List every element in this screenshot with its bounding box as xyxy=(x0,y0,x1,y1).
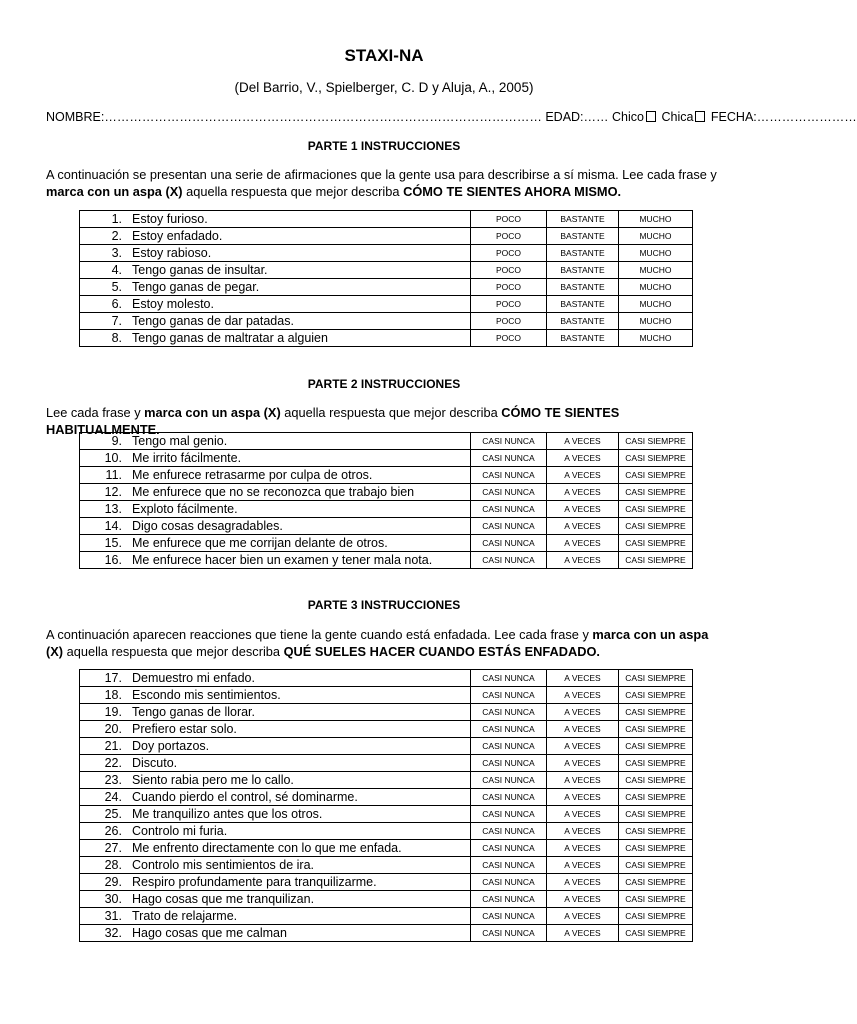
question-number: 26. xyxy=(104,823,122,838)
answer-option-casi-siempre[interactable]: CASI SIEMPRE xyxy=(619,891,693,908)
question-row xyxy=(80,518,693,535)
question-row xyxy=(80,262,693,279)
part2-table xyxy=(79,432,693,569)
answer-option-casi-nunca[interactable]: CASI NUNCA xyxy=(471,552,547,569)
answer-option-casi-siempre[interactable]: CASI SIEMPRE xyxy=(619,704,693,721)
answer-option-a-veces[interactable]: A VECES xyxy=(547,721,619,738)
question-number: 22. xyxy=(104,755,122,770)
answer-option-casi-siempre[interactable]: CASI SIEMPRE xyxy=(619,721,693,738)
question-number: 1. xyxy=(111,211,122,226)
answer-option-casi-nunca[interactable]: CASI NUNCA xyxy=(471,925,547,942)
question-number: 21. xyxy=(104,738,122,753)
question-cell xyxy=(80,721,471,738)
question-number: 5. xyxy=(111,279,122,294)
answer-option-casi-nunca[interactable]: CASI NUNCA xyxy=(471,823,547,840)
question-text: Digo cosas desagradables. xyxy=(132,518,283,533)
question-row xyxy=(80,313,693,330)
question-number: 30. xyxy=(104,891,122,906)
answer-option-a-veces[interactable]: A VECES xyxy=(547,501,619,518)
answer-option-bastante[interactable]: BASTANTE xyxy=(547,296,619,313)
answer-option-poco[interactable]: POCO xyxy=(471,245,547,262)
part1-intro-text: A continuación se presentan una serie de afirmaciones que la gente usa para describirse a sí misma. Lee cada frase y xyxy=(46,167,717,182)
age-field[interactable]: EDAD:…… xyxy=(545,110,609,124)
answer-option-a-veces[interactable]: A VECES xyxy=(547,535,619,552)
question-row xyxy=(80,806,693,823)
answer-option-casi-siempre[interactable]: CASI SIEMPRE xyxy=(619,738,693,755)
answer-option-casi-nunca[interactable]: CASI NUNCA xyxy=(471,501,547,518)
girl-checkbox[interactable] xyxy=(695,111,705,122)
question-text: Trato de relajarme. xyxy=(132,908,238,923)
part2-intro-text2: aquella respuesta que mejor describa xyxy=(280,405,502,420)
question-cell xyxy=(80,330,471,347)
answer-option-casi-siempre[interactable]: CASI SIEMPRE xyxy=(619,772,693,789)
question-text: Siento rabia pero me lo callo. xyxy=(132,772,294,787)
answer-option-mucho[interactable]: MUCHO xyxy=(619,262,693,279)
question-cell xyxy=(80,296,471,313)
question-text: Tengo ganas de llorar. xyxy=(132,704,256,719)
question-text: Hago cosas que me calman xyxy=(132,925,287,940)
question-text: Escondo mis sentimientos. xyxy=(132,687,281,702)
answer-option-mucho[interactable]: MUCHO xyxy=(619,330,693,347)
question-cell xyxy=(80,925,471,942)
question-text: Tengo mal genio. xyxy=(132,433,228,448)
question-row xyxy=(80,704,693,721)
answer-option-a-veces[interactable]: A VECES xyxy=(547,840,619,857)
boy-checkbox[interactable] xyxy=(646,111,656,122)
answer-option-casi-siempre[interactable]: CASI SIEMPRE xyxy=(619,552,693,569)
question-number: 3. xyxy=(111,245,122,260)
student-info-line xyxy=(46,110,857,124)
question-cell xyxy=(80,738,471,755)
answer-option-bastante[interactable]: BASTANTE xyxy=(547,313,619,330)
question-text: Controlo mi furia. xyxy=(132,823,228,838)
answer-option-casi-siempre[interactable]: CASI SIEMPRE xyxy=(619,755,693,772)
answer-option-casi-siempre[interactable]: CASI SIEMPRE xyxy=(619,823,693,840)
question-number: 29. xyxy=(104,874,122,889)
question-text: Me irrito fácilmente. xyxy=(132,450,242,465)
question-row xyxy=(80,279,693,296)
answer-option-a-veces[interactable]: A VECES xyxy=(547,450,619,467)
question-cell xyxy=(80,704,471,721)
answer-option-a-veces[interactable]: A VECES xyxy=(547,738,619,755)
answer-option-casi-siempre[interactable]: CASI SIEMPRE xyxy=(619,908,693,925)
question-row xyxy=(80,721,693,738)
question-number: 18. xyxy=(104,687,122,702)
answer-option-bastante[interactable]: BASTANTE xyxy=(547,245,619,262)
answer-option-casi-siempre[interactable]: CASI SIEMPRE xyxy=(619,450,693,467)
question-cell xyxy=(80,501,471,518)
part3-instructions xyxy=(46,626,722,660)
answer-option-bastante[interactable]: BASTANTE xyxy=(547,211,619,228)
answer-option-a-veces[interactable]: A VECES xyxy=(547,823,619,840)
part2-title: PARTE 2 INSTRUCCIONES xyxy=(307,377,461,391)
answer-option-casi-nunca[interactable]: CASI NUNCA xyxy=(471,467,547,484)
question-text: Discuto. xyxy=(132,755,178,770)
question-row xyxy=(80,874,693,891)
part2-intro-text: Lee cada frase y xyxy=(46,405,145,420)
question-row xyxy=(80,450,693,467)
answer-option-casi-siempre[interactable]: CASI SIEMPRE xyxy=(619,535,693,552)
answer-option-casi-nunca[interactable]: CASI NUNCA xyxy=(471,891,547,908)
boy-label: Chico xyxy=(612,110,644,124)
question-row xyxy=(80,772,693,789)
answer-option-casi-siempre[interactable]: CASI SIEMPRE xyxy=(619,484,693,501)
answer-option-a-veces[interactable]: A VECES xyxy=(547,704,619,721)
question-number: 15. xyxy=(104,535,122,550)
answer-option-a-veces[interactable]: A VECES xyxy=(547,687,619,704)
part2-intro-emphasis: CÓMO TE SIENTES HABITUALMENTE. xyxy=(46,405,620,437)
question-text: Estoy molesto. xyxy=(132,296,214,311)
boy-option[interactable] xyxy=(612,110,658,124)
part3-intro-mark: marca con un aspa (X) xyxy=(46,627,709,659)
answer-option-casi-nunca[interactable]: CASI NUNCA xyxy=(471,772,547,789)
answer-option-casi-nunca[interactable]: CASI NUNCA xyxy=(471,670,547,687)
question-text: Me enfurece que no se reconozca que trabajo bien xyxy=(132,484,415,499)
answer-option-casi-siempre[interactable]: CASI SIEMPRE xyxy=(619,874,693,891)
answer-option-poco[interactable]: POCO xyxy=(471,228,547,245)
answer-option-poco[interactable]: POCO xyxy=(471,313,547,330)
question-number: 10. xyxy=(104,450,122,465)
question-row xyxy=(80,687,693,704)
girl-label: Chica xyxy=(661,110,694,124)
answer-option-casi-nunca[interactable]: CASI NUNCA xyxy=(471,518,547,535)
citation: (Del Barrio, V., Spielberger, C. D y Aluja, A., 2005) xyxy=(234,80,534,95)
question-row xyxy=(80,433,693,450)
question-text: Demuestro mi enfado. xyxy=(132,670,255,685)
question-row xyxy=(80,789,693,806)
question-number: 4. xyxy=(111,262,122,277)
page-title: STAXI-NA xyxy=(344,46,424,65)
part1-intro-emphasis: CÓMO TE SIENTES AHORA MISMO. xyxy=(403,184,622,199)
question-row xyxy=(80,330,693,347)
answer-option-a-veces[interactable]: A VECES xyxy=(547,925,619,942)
question-cell xyxy=(80,874,471,891)
answer-option-casi-siempre[interactable]: CASI SIEMPRE xyxy=(619,501,693,518)
answer-option-casi-nunca[interactable]: CASI NUNCA xyxy=(471,874,547,891)
answer-option-casi-siempre[interactable]: CASI SIEMPRE xyxy=(619,518,693,535)
answer-option-a-veces[interactable]: A VECES xyxy=(547,518,619,535)
question-text: Tengo ganas de pegar. xyxy=(132,279,260,294)
answer-option-casi-nunca[interactable]: CASI NUNCA xyxy=(471,704,547,721)
answer-option-casi-nunca[interactable]: CASI NUNCA xyxy=(471,721,547,738)
question-cell xyxy=(80,772,471,789)
question-number: 31. xyxy=(104,908,122,923)
question-text: Me tranquilizo antes que los otros. xyxy=(132,806,323,821)
question-number: 28. xyxy=(104,857,122,872)
part1-intro-mark: marca con un aspa (X) xyxy=(46,184,183,199)
answer-option-mucho[interactable]: MUCHO xyxy=(619,228,693,245)
answer-option-casi-nunca[interactable]: CASI NUNCA xyxy=(471,908,547,925)
answer-option-casi-nunca[interactable]: CASI NUNCA xyxy=(471,857,547,874)
question-text: Me enfurece retrasarme por culpa de otros. xyxy=(132,467,373,482)
part3-intro-text: A continuación aparecen reacciones que tiene la gente cuando está enfadada. Lee cada frase y xyxy=(46,627,593,642)
question-row xyxy=(80,552,693,569)
question-text: Tengo ganas de dar patadas. xyxy=(132,313,294,328)
question-cell xyxy=(80,857,471,874)
part3-intro-emphasis: QUÉ SUELES HACER CUANDO ESTÁS ENFADADO. xyxy=(283,644,600,659)
answer-option-bastante[interactable]: BASTANTE xyxy=(547,330,619,347)
question-number: 27. xyxy=(104,840,122,855)
answer-option-casi-nunca[interactable]: CASI NUNCA xyxy=(471,840,547,857)
question-text: Estoy enfadado. xyxy=(132,228,223,243)
question-text: Me enfurece hacer bien un examen y tener mala nota. xyxy=(132,552,433,567)
question-cell xyxy=(80,908,471,925)
question-text: Tengo ganas de insultar. xyxy=(132,262,268,277)
question-row xyxy=(80,670,693,687)
question-row xyxy=(80,823,693,840)
question-cell xyxy=(80,687,471,704)
answer-option-a-veces[interactable]: A VECES xyxy=(547,484,619,501)
question-number: 16. xyxy=(104,552,122,567)
question-text: Respiro profundamente para tranquilizarme. xyxy=(132,874,377,889)
answer-option-casi-nunca[interactable]: CASI NUNCA xyxy=(471,535,547,552)
answer-option-casi-nunca[interactable]: CASI NUNCA xyxy=(471,806,547,823)
answer-option-poco[interactable]: POCO xyxy=(471,279,547,296)
part3-title: PARTE 3 INSTRUCCIONES xyxy=(307,598,461,612)
question-number: 11. xyxy=(105,467,122,482)
part1-instructions xyxy=(46,166,722,200)
question-row xyxy=(80,840,693,857)
question-row xyxy=(80,535,693,552)
question-number: 23. xyxy=(104,772,122,787)
question-row xyxy=(80,891,693,908)
name-field[interactable]: NOMBRE:…………………………………………………………………………………………… xyxy=(46,110,542,124)
question-text: Estoy rabioso. xyxy=(132,245,212,260)
question-number: 13. xyxy=(104,501,122,516)
question-number: 32. xyxy=(104,925,122,940)
answer-option-casi-siempre[interactable]: CASI SIEMPRE xyxy=(619,789,693,806)
answer-option-mucho[interactable]: MUCHO xyxy=(619,211,693,228)
answer-option-a-veces[interactable]: A VECES xyxy=(547,670,619,687)
answer-option-mucho[interactable]: MUCHO xyxy=(619,296,693,313)
question-cell xyxy=(80,840,471,857)
answer-option-casi-nunca[interactable]: CASI NUNCA xyxy=(471,433,547,450)
question-cell xyxy=(80,518,471,535)
question-number: 8. xyxy=(111,330,122,345)
question-cell xyxy=(80,433,471,450)
question-number: 9. xyxy=(111,433,122,448)
answer-option-a-veces[interactable]: A VECES xyxy=(547,806,619,823)
question-text: Controlo mis sentimientos de ira. xyxy=(132,857,315,872)
answer-option-a-veces[interactable]: A VECES xyxy=(547,857,619,874)
question-text: Tengo ganas de maltratar a alguien xyxy=(132,330,328,345)
answer-option-a-veces[interactable]: A VECES xyxy=(547,552,619,569)
answer-option-casi-nunca[interactable]: CASI NUNCA xyxy=(471,687,547,704)
question-cell xyxy=(80,823,471,840)
answer-option-casi-nunca[interactable]: CASI NUNCA xyxy=(471,789,547,806)
girl-option[interactable] xyxy=(661,110,707,124)
answer-option-bastante[interactable]: BASTANTE xyxy=(547,228,619,245)
question-row xyxy=(80,755,693,772)
part1-intro-text2: aquella respuesta que mejor describa xyxy=(182,184,404,199)
question-cell xyxy=(80,789,471,806)
question-row xyxy=(80,501,693,518)
question-text: Me enfrento directamente con lo que me enfada. xyxy=(132,840,402,855)
answer-option-bastante[interactable]: BASTANTE xyxy=(547,262,619,279)
answer-option-casi-nunca[interactable]: CASI NUNCA xyxy=(471,755,547,772)
question-cell xyxy=(80,670,471,687)
question-cell xyxy=(80,279,471,296)
question-row xyxy=(80,857,693,874)
question-number: 19. xyxy=(104,704,122,719)
question-number: 20. xyxy=(104,721,122,736)
answer-option-a-veces[interactable]: A VECES xyxy=(547,891,619,908)
answer-option-casi-siempre[interactable]: CASI SIEMPRE xyxy=(619,433,693,450)
question-row xyxy=(80,484,693,501)
answer-option-mucho[interactable]: MUCHO xyxy=(619,279,693,296)
answer-option-a-veces[interactable]: A VECES xyxy=(547,874,619,891)
answer-option-casi-siempre[interactable]: CASI SIEMPRE xyxy=(619,670,693,687)
question-number: 12. xyxy=(104,484,122,499)
answer-option-mucho[interactable]: MUCHO xyxy=(619,245,693,262)
question-text: Exploto fácilmente. xyxy=(132,501,238,516)
answer-option-a-veces[interactable]: A VECES xyxy=(547,908,619,925)
part1-title: PARTE 1 INSTRUCCIONES xyxy=(307,139,461,153)
answer-option-poco[interactable]: POCO xyxy=(471,296,547,313)
question-text: Doy portazos. xyxy=(132,738,210,753)
question-cell xyxy=(80,891,471,908)
question-cell xyxy=(80,228,471,245)
question-text: Cuando pierdo el control, sé dominarme. xyxy=(132,789,358,804)
question-number: 14. xyxy=(104,518,122,533)
question-text: Estoy furioso. xyxy=(132,211,208,226)
answer-option-bastante[interactable]: BASTANTE xyxy=(547,279,619,296)
question-cell xyxy=(80,806,471,823)
answer-option-casi-siempre[interactable]: CASI SIEMPRE xyxy=(619,925,693,942)
question-text: Hago cosas que me tranquilizan. xyxy=(132,891,315,906)
question-cell xyxy=(80,484,471,501)
question-text: Prefiero estar solo. xyxy=(132,721,237,736)
question-cell xyxy=(80,552,471,569)
question-row xyxy=(80,245,693,262)
answer-option-mucho[interactable]: MUCHO xyxy=(619,313,693,330)
question-row xyxy=(80,228,693,245)
question-cell xyxy=(80,467,471,484)
answer-option-poco[interactable]: POCO xyxy=(471,330,547,347)
question-number: 17. xyxy=(104,670,122,685)
question-number: 6. xyxy=(111,296,122,311)
answer-option-a-veces[interactable]: A VECES xyxy=(547,755,619,772)
part3-table xyxy=(79,669,693,942)
answer-option-a-veces[interactable]: A VECES xyxy=(547,789,619,806)
answer-option-casi-siempre[interactable]: CASI SIEMPRE xyxy=(619,857,693,874)
answer-option-casi-siempre[interactable]: CASI SIEMPRE xyxy=(619,687,693,704)
answer-option-casi-siempre[interactable]: CASI SIEMPRE xyxy=(619,840,693,857)
question-number: 2. xyxy=(111,228,122,243)
question-row xyxy=(80,467,693,484)
answer-option-casi-siempre[interactable]: CASI SIEMPRE xyxy=(619,806,693,823)
answer-option-casi-siempre[interactable]: CASI SIEMPRE xyxy=(619,467,693,484)
question-number: 25. xyxy=(104,806,122,821)
answer-option-a-veces[interactable]: A VECES xyxy=(547,467,619,484)
question-cell xyxy=(80,245,471,262)
question-cell xyxy=(80,211,471,228)
question-number: 7. xyxy=(111,313,122,328)
question-text: Me enfurece que me corrijan delante de otros. xyxy=(132,535,388,550)
question-row xyxy=(80,908,693,925)
answer-option-a-veces[interactable]: A VECES xyxy=(547,433,619,450)
answer-option-casi-nunca[interactable]: CASI NUNCA xyxy=(471,738,547,755)
date-field[interactable]: FECHA:…………………… xyxy=(710,110,857,124)
part1-table xyxy=(79,210,693,347)
question-row xyxy=(80,925,693,942)
question-row xyxy=(80,296,693,313)
answer-option-poco[interactable]: POCO xyxy=(471,211,547,228)
question-cell xyxy=(80,755,471,772)
answer-option-poco[interactable]: POCO xyxy=(471,262,547,279)
question-cell xyxy=(80,450,471,467)
question-cell xyxy=(80,262,471,279)
answer-option-casi-nunca[interactable]: CASI NUNCA xyxy=(471,484,547,501)
answer-option-a-veces[interactable]: A VECES xyxy=(547,772,619,789)
answer-option-casi-nunca[interactable]: CASI NUNCA xyxy=(471,450,547,467)
part3-intro-text2: aquella respuesta que mejor describa xyxy=(63,644,284,659)
part2-intro-mark: marca con un aspa (X) xyxy=(144,405,281,420)
question-row xyxy=(80,211,693,228)
question-cell xyxy=(80,535,471,552)
question-number: 24. xyxy=(104,789,122,804)
question-row xyxy=(80,738,693,755)
question-cell xyxy=(80,313,471,330)
